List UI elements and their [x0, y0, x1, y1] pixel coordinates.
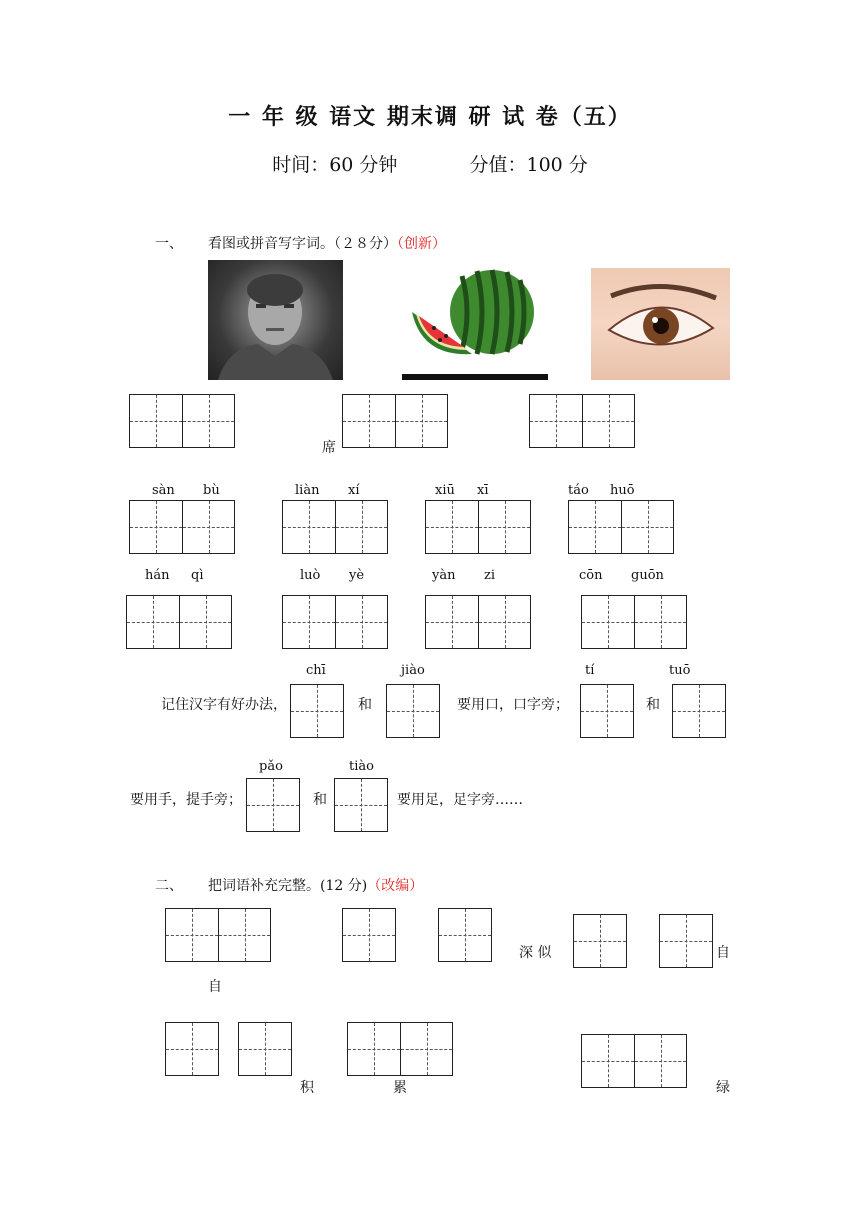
seat-char: 席 — [322, 440, 336, 456]
pinyin-tuo: tuō — [669, 663, 691, 678]
pinyin-zi: zi — [484, 568, 496, 583]
sentence-foot: 要用足，足字旁…… — [397, 792, 523, 808]
pinyin-chi: chī — [306, 663, 326, 678]
pinyin-jiao: jiào — [401, 663, 425, 678]
sentence-remember: 记住汉字有好办法， — [161, 697, 287, 713]
pinyin-pao: pǎo — [259, 759, 283, 774]
char-zi-2: 自 — [716, 945, 730, 961]
answer-grid-luoye[interactable] — [282, 595, 388, 649]
char-shensi: 深 似 — [519, 945, 552, 961]
char-lei: 累 — [393, 1080, 407, 1096]
char-lv: 绿 — [716, 1080, 730, 1096]
char-ji: 积 — [300, 1080, 314, 1096]
answer-box-pao[interactable] — [246, 778, 300, 832]
and-text-2: 和 — [646, 697, 660, 713]
idiom-grid-1[interactable] — [165, 908, 271, 962]
pinyin-huo: huō — [610, 483, 635, 498]
pinyin-han: hán — [145, 568, 170, 583]
portrait-image — [208, 260, 343, 380]
pinyin-ti: tí — [585, 663, 595, 678]
answer-box-tiao[interactable] — [334, 778, 388, 832]
section1-number: 一、 — [155, 236, 183, 252]
idiom-grid-8[interactable] — [347, 1022, 453, 1076]
and-text-3: 和 — [313, 792, 327, 808]
pinyin-con: cōn — [579, 568, 603, 583]
answer-grid-hanqi[interactable] — [126, 595, 232, 649]
pinyin-yan: yàn — [432, 568, 456, 583]
idiom-grid-4[interactable] — [573, 914, 627, 968]
idiom-grid-5[interactable] — [659, 914, 713, 968]
pinyin-xiu: xiū — [435, 483, 455, 498]
answer-box-ti[interactable] — [580, 684, 634, 738]
and-text-1: 和 — [358, 697, 372, 713]
page-title: 一 年 级 语文 期末调 研 试 卷（五） — [228, 104, 632, 130]
answer-grid-eye[interactable] — [529, 394, 635, 448]
char-zi-1: 自 — [208, 979, 222, 995]
idiom-grid-6[interactable] — [165, 1022, 219, 1076]
sentence-hand: 要用手，提手旁； — [130, 792, 242, 808]
answer-grid-congguon[interactable] — [581, 595, 687, 649]
answer-grid-portrait[interactable] — [129, 394, 235, 448]
section1-heading — [208, 233, 446, 253]
sentence-mouth: 要用口，口字旁； — [457, 697, 569, 713]
pinyin-guon: guōn — [631, 568, 664, 583]
eye-image — [591, 268, 730, 380]
answer-grid-watermelon[interactable] — [342, 394, 448, 448]
section2-instruction: 把词语补充完整。(12 分) — [208, 878, 368, 894]
watermelon-image — [402, 262, 548, 380]
idiom-grid-7[interactable] — [238, 1022, 292, 1076]
answer-grid-lianxi[interactable] — [282, 500, 388, 554]
exam-time: 时间：60 分钟 — [272, 154, 398, 176]
idiom-grid-3[interactable] — [438, 908, 492, 962]
idiom-grid-2[interactable] — [342, 908, 396, 962]
idiom-grid-9[interactable] — [581, 1034, 687, 1088]
pinyin-tiao: tiào — [349, 759, 374, 774]
answer-grid-taohuo[interactable] — [568, 500, 674, 554]
section1-instruction: 看图或拼音写字词。（２８分） — [208, 236, 397, 252]
answer-grid-sanbu[interactable] — [129, 500, 235, 554]
section1-tag: （创新） — [397, 236, 446, 252]
answer-box-tuo[interactable] — [672, 684, 726, 738]
exam-info — [0, 150, 860, 177]
answer-grid-yanzi[interactable] — [425, 595, 531, 649]
pinyin-xi2: xī — [477, 483, 489, 498]
pinyin-san: sàn — [152, 483, 175, 498]
answer-box-chi[interactable] — [290, 684, 344, 738]
pinyin-bu: bù — [203, 483, 220, 498]
exam-score: 分值：100 分 — [469, 154, 588, 176]
pinyin-luo: luò — [300, 568, 321, 583]
pinyin-lian: liàn — [295, 483, 320, 498]
pinyin-qi: qì — [191, 568, 204, 583]
answer-box-jiao[interactable] — [386, 684, 440, 738]
section2-number: 二、 — [155, 878, 183, 894]
section2-heading — [208, 875, 423, 895]
section2-tag: （改编） — [367, 878, 424, 894]
pinyin-ye: yè — [349, 568, 365, 583]
pinyin-tao: táo — [568, 483, 589, 498]
answer-grid-xiuxi[interactable] — [425, 500, 531, 554]
pinyin-xi: xí — [348, 483, 360, 498]
